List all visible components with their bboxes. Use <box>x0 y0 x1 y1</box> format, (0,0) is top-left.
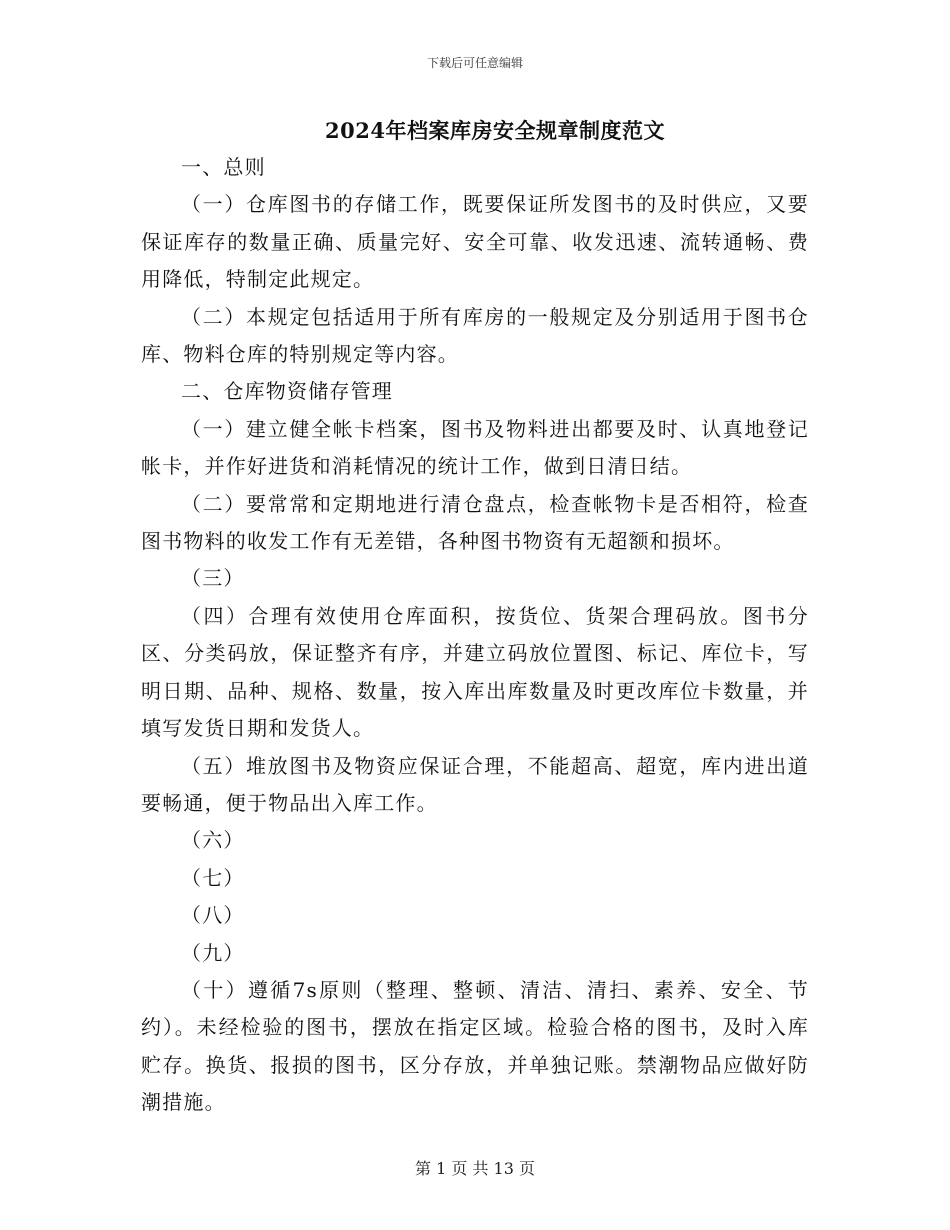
paragraph-storage-7: （七） <box>181 865 245 890</box>
paragraph-storage-8: （八） <box>181 903 245 928</box>
paragraph-storage-10: （十）遵循7s原则（整理、整顿、清洁、清扫、素养、安全、节约）。未经检验的图书，摆放在指定区域。检验合格的图书，及时入库贮存。换货、报损的图书，区分存放，并单独记账。禁潮物品应做好防潮措施。 <box>141 977 809 1115</box>
document-body <box>141 149 809 1122</box>
paragraph-storage-4: （四）合理有效使用仓库面积，按货位、货架合理码放。图书分区、分类码放，保证整齐有序，并建立码放位置图、标记、库位卡，写明日期、品种、规格、数量，按入库出库数量及时更改库位卡数量，并填写发货日期和发货人。 <box>141 603 809 741</box>
page-footer-page-number: 第 1 页 共 13 页 <box>415 1159 535 1178</box>
paragraph-storage-5: （五）堆放图书及物资应保证合理，不能超高、超宽，库内进出道要畅通，便于物品出入库工作。 <box>141 753 809 815</box>
paragraph-storage-1: （一）建立健全帐卡档案，图书及物料进出都要及时、认真地登记帐卡，并作好进货和消耗情况的统计工作，做到日清日结。 <box>141 416 809 479</box>
section-heading-general: 一、总则 <box>181 155 266 179</box>
paragraph-storage-9: （九） <box>181 940 245 965</box>
paragraph-storage-3: （三） <box>181 566 245 591</box>
document-title: 2024年档案库房安全规章制度范文 <box>325 118 665 143</box>
page-header-note: 下载后可任意编辑 <box>426 56 523 70</box>
paragraph-storage-6: （六） <box>181 828 245 853</box>
paragraph-general-2: （二）本规定包括适用于所有库房的一般规定及分别适用于图书仓库、物料仓库的特别规定等内容。 <box>141 304 809 367</box>
paragraph-storage-2: （二）要常常和定期地进行清仓盘点，检查帐物卡是否相符，检查图书物料的收发工作有无差错，各种图书物资有无超额和损坏。 <box>141 491 809 554</box>
section-heading-storage: 二、仓库物资储存管理 <box>181 379 393 404</box>
paragraph-general-1: （一）仓库图书的存储工作，既要保证所发图书的及时供应，又要保证库存的数量正确、质量完好、安全可靠、收发迅速、流转通畅、费用降低，特制定此规定。 <box>141 192 809 292</box>
